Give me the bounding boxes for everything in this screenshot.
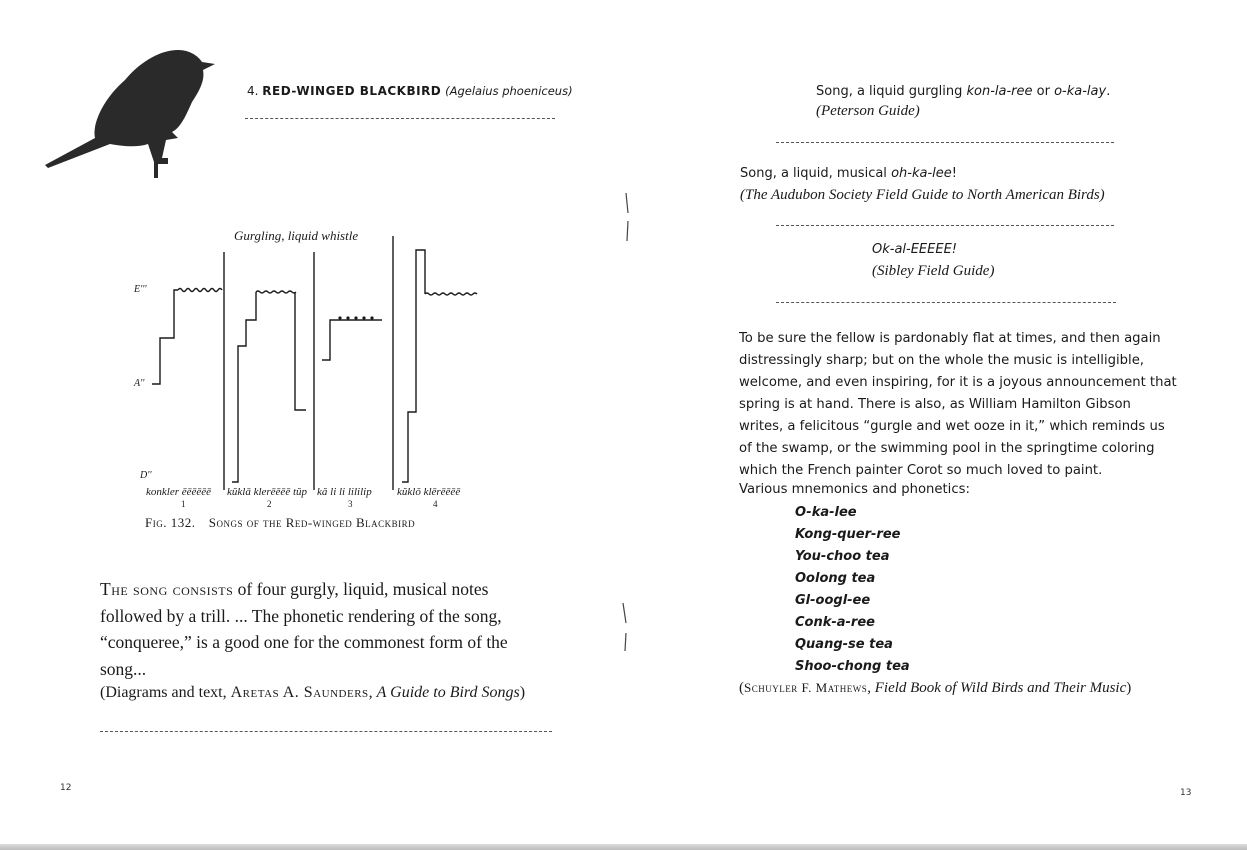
mnemonic-item: Kong-quer-ree <box>795 527 901 542</box>
diagram-top-label: Gurgling, liquid whistle <box>234 228 359 243</box>
saunders-quote <box>100 576 545 682</box>
audubon-phrase: oh-ka-lee <box>891 166 952 181</box>
attribution-title: Field Book of Wild Birds and Their Music <box>874 680 1127 696</box>
song-diagram <box>120 220 490 515</box>
quote-body: of four gurgly, liquid, musical notes followed by a trill. ... The phonetic rendering of the song, “conqueree,” is a good one for the commonest form of the song... <box>100 579 508 679</box>
figure-caption <box>145 515 415 531</box>
audubon-end: ! <box>951 166 957 181</box>
mnemonic-item: You-choo tea <box>795 549 890 564</box>
song-3-number: 3 <box>348 499 353 509</box>
mnemonic-item: Quang-se tea <box>795 637 893 652</box>
page-bottom-edge <box>0 844 1247 850</box>
song-1-syllables: konkler ēēēēēē <box>146 486 212 498</box>
pitch-label-d: D'' <box>140 470 152 481</box>
mnemonic-item: Gl-oogl-ee <box>795 593 871 608</box>
attribution-prefix: (Diagrams and text, <box>100 684 231 701</box>
attribution-author: Aretas A. Saunders <box>230 684 369 701</box>
attribution-sep: , <box>867 680 875 696</box>
sibley-source: (Sibley Field Guide) <box>872 263 995 279</box>
species-name: RED-WINGED BLACKBIRD <box>262 84 442 98</box>
divider <box>776 225 1114 226</box>
attribution-sep: , <box>368 684 377 701</box>
song-4-number: 4 <box>433 499 438 509</box>
attribution-prefix: ( <box>739 680 744 696</box>
peterson-phrase-2: o-ka-lay <box>1054 84 1107 99</box>
attribution-title: A Guide to Bird Songs <box>376 684 520 701</box>
peterson-source: (Peterson Guide) <box>816 103 920 119</box>
left-page <box>0 0 623 850</box>
audubon-text: Song, a liquid, musical <box>740 166 892 181</box>
peterson-phrase-1: kon-la-ree <box>966 84 1033 99</box>
mnemonic-item: Oolong tea <box>795 571 876 586</box>
peterson-text: Song, a liquid gurgling <box>816 84 967 99</box>
divider <box>776 302 1116 303</box>
audubon-entry <box>740 166 957 181</box>
mathews-attribution <box>739 680 1131 697</box>
song-2-number: 2 <box>267 499 272 509</box>
pitch-label-e: E''' <box>134 284 147 295</box>
mnemonics-list <box>795 502 910 678</box>
song-1-number: 1 <box>181 499 186 509</box>
species-heading <box>247 84 573 98</box>
mnemonic-item: O-ka-lee <box>795 505 857 520</box>
saunders-attribution <box>100 684 525 702</box>
sibley-phrase: Ok-al-EEEEE! <box>872 242 958 257</box>
song-4-syllables: kŭklŏ klērēēēē <box>397 486 461 498</box>
commentary-paragraph: To be sure the fellow is pardonably flat at times, and then again distressingly sharp; but on the whole the music is intelligible, welcome, and even inspiring, for it is a joyous announcement that spring is at hand. There is also, as William Hamilton Gibson writes, a felicitous “gurgle and wet ooze in it,” which reminds us of the swamp, or the swimming pool in the springtime coloring which the French painter Corot so much loved to paint. <box>739 331 1177 478</box>
pitch-label-a: A'' <box>134 378 145 389</box>
figure-caption-text: Songs of the Red-winged Blackbird <box>208 515 416 530</box>
peterson-end: . <box>1106 84 1111 99</box>
page-number: 12 <box>60 783 72 793</box>
audubon-source: (The Audubon Society Field Guide to North American Birds) <box>740 187 1105 203</box>
quote-lead-in: The song consists <box>100 579 234 599</box>
species-number: 4. <box>247 84 259 98</box>
divider <box>776 142 1114 143</box>
figure-caption-number: Fig. 132. <box>145 515 196 530</box>
species-scientific-name: (Agelaius phoeniceus) <box>445 84 573 98</box>
attribution-author: Schuyler F. Mathews <box>744 680 868 695</box>
bird-silhouette-icon <box>40 40 225 185</box>
attribution-suffix: ) <box>1126 680 1132 696</box>
song-2-syllables: kŭklā klerēēēē tŭp <box>227 486 308 498</box>
mnemonic-item: Shoo-chong tea <box>795 659 910 674</box>
peterson-entry <box>816 84 1110 99</box>
song-3-syllables: kă li li lililip <box>317 486 372 498</box>
divider <box>100 731 552 732</box>
mnemonics-intro: Various mnemonics and phonetics: <box>739 482 970 497</box>
page-number: 13 <box>1180 788 1192 798</box>
attribution-suffix: ) <box>519 684 526 701</box>
right-page <box>623 0 1247 850</box>
peterson-or: or <box>1032 84 1055 99</box>
mnemonic-item: Conk-a-ree <box>795 615 875 630</box>
divider <box>245 118 555 119</box>
